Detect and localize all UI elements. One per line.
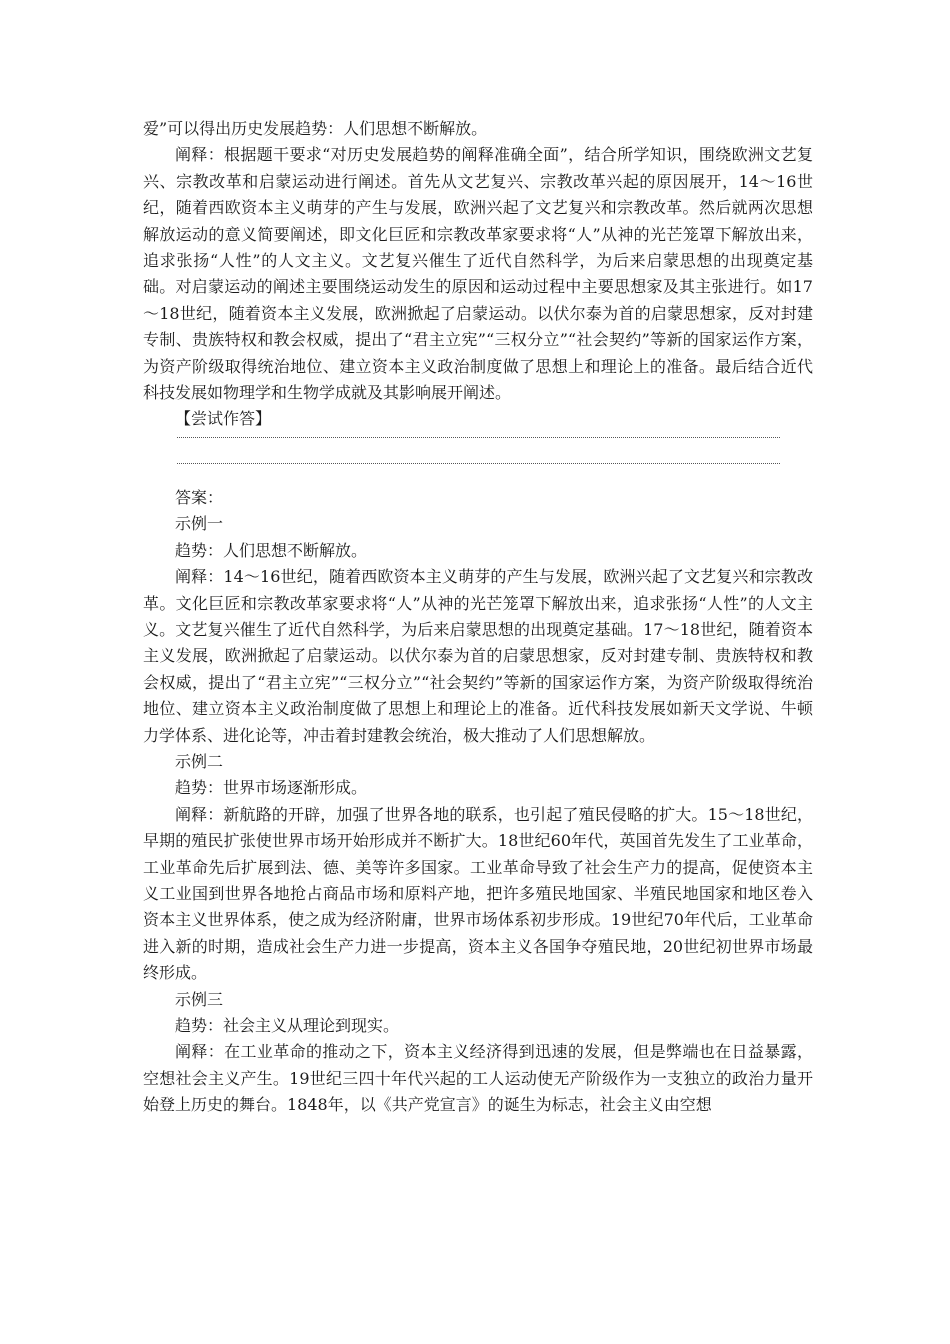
answer-label: 答案： bbox=[175, 487, 224, 507]
paragraph-continuation: 爱”可以得出历史发展趋势：人们思想不断解放。 bbox=[143, 119, 488, 138]
document-body bbox=[143, 116, 813, 1119]
example-1-label: 示例一 bbox=[175, 514, 224, 534]
example-2-label: 示例二 bbox=[175, 751, 224, 771]
example-3-body: 阐释：在工业革命的推动之下，资本主义经济得到迅速的发展，但是弊端也在日益暴露，空想社会主义产生。19世纪三四十年代兴起的工人运动使无产阶级作为一支独立的政治力量开始登上历史的舞台。1848年，以《共产党宣言》的诞生为标志，社会主义由空想 bbox=[143, 1042, 813, 1115]
example-1-trend: 趋势：人们思想不断解放。 bbox=[175, 540, 368, 560]
example-2-body: 阐释：新航路的开辟，加强了世界各地的联系，也引起了殖民侵略的扩大。15～18世纪，早期的殖民扩张使世界市场开始形成并不断扩大。18世纪60年代，英国首先发生了工业革命，工业革命先后扩展到法、德、美等许多国家。工业革命导致了社会生产力的提高，促使资本主义工业国到世界各地抢占商品市场和原料产地，把许多殖民地国家、半殖民地国家和地区卷入资本主义世界体系，使之成为经济附庸，世界市场体系初步形成。19世纪70年代后，工业革命进入新的时期，造成社会生产力进一步提高，资本主义各国争夺殖民地，20世纪初世界市场最终形成。 bbox=[143, 804, 813, 983]
answer-line-2 bbox=[177, 463, 780, 464]
try-answer-heading: 【尝试作答】 bbox=[175, 409, 272, 429]
answer-line-1 bbox=[177, 437, 780, 438]
example-2-trend: 趋势：世界市场逐渐形成。 bbox=[175, 778, 368, 798]
example-3-trend: 趋势：社会主义从理论到现实。 bbox=[175, 1016, 400, 1035]
example-1-body: 阐释：14～16世纪，随着西欧资本主义萌芽的产生与发展，欧洲兴起了文艺复兴和宗教改革。文化巨匠和宗教改革家要求将“人”从神的光芒笼罩下解放出来，追求张扬“人性”的人文主义。文艺复兴催生了近代自然科学，为后来启蒙思想的出现奠定基础。17～18世纪，随着资本主义发展，欧洲掀起了启蒙运动。以伏尔泰为首的启蒙思想家，反对封建专制、贵族特权和教会权威，提出了“君主立宪”“三权分立”“社会契约”等新的国家运作方案，为资产阶级取得统治地位、建立资本主义政治制度做了思想上和理论上的准备。近代科技发展如新天文学说、牛顿力学体系、进化论等，冲击着封建教会统治，极大推动了人们思想解放。 bbox=[143, 567, 813, 745]
paragraph-explanation: 阐释：根据题干要求“对历史发展趋势的阐释准确全面”，结合所学知识，围绕欧洲文艺复兴、宗教改革和启蒙运动进行阐述。首先从文艺复兴、宗教改革兴起的原因展开，14～16世纪，随着西欧资本主义萌芽的产生与发展，欧洲兴起了文艺复兴和宗教改革。然后就两次思想解放运动的意义简要阐述，即文化巨匠和宗教改革家要求将“人”从神的光芒笼罩下解放出来，追求张扬“人性”的人文主义。文艺复兴催生了近代自然科学，为后来启蒙思想的出现奠定基础。对启蒙运动的阐述主要围绕运动发生的原因和运动过程中主要思想家及其主张进行。如17～18世纪，随着资本主义发展，欧洲掀起了启蒙运动。以伏尔泰为首的启蒙思想家，反对封建专制、贵族特权和教会权威，提出了“君主立宪”“三权分立”“社会契约”等新的国家运作方案，为资产阶级取得统治地位、建立资本主义政治制度做了思想上和理论上的准备。最后结合近代科技发展如物理学和生物学成就及其影响展开阐述。 bbox=[143, 145, 813, 403]
example-3-label: 示例三 bbox=[175, 989, 224, 1009]
answer-blank-area[interactable] bbox=[143, 433, 813, 485]
